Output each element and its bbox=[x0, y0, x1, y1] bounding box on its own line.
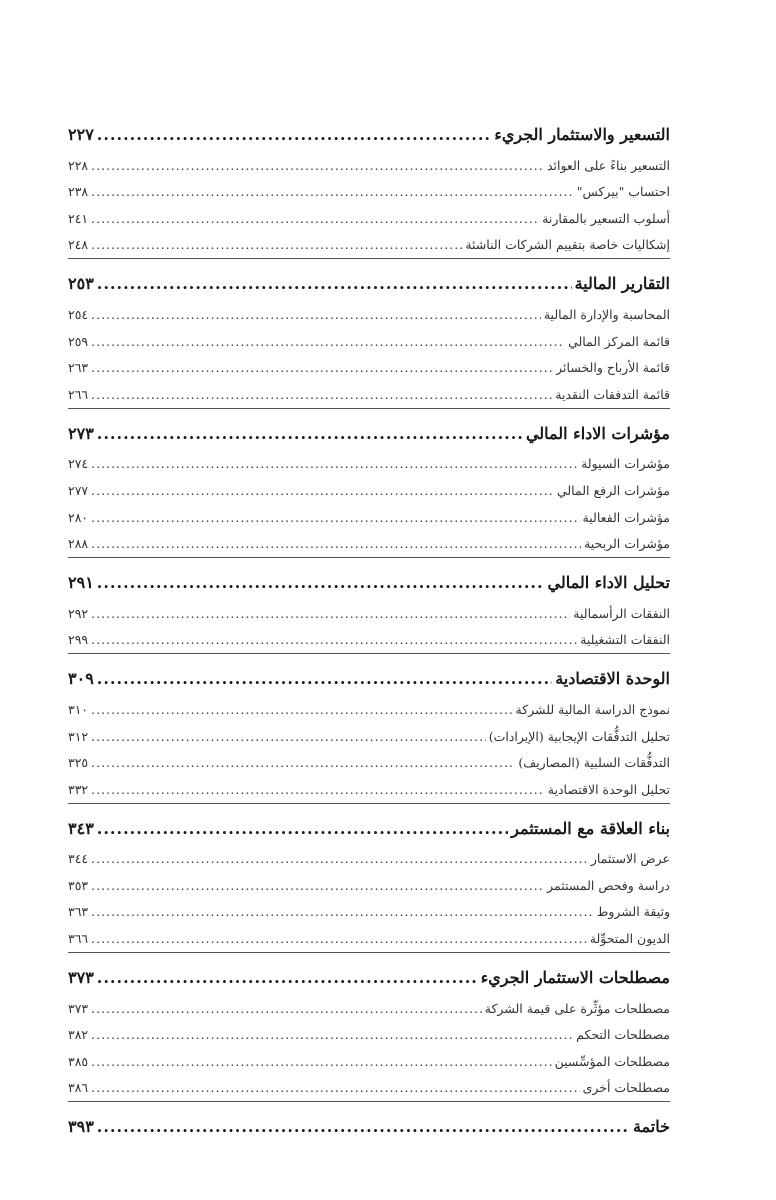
section-page-number: ٢٩١ bbox=[68, 573, 94, 593]
subsection-title: مصطلحات أخرى bbox=[582, 1080, 670, 1096]
subsection-entry[interactable] bbox=[68, 445, 670, 472]
dot-leader bbox=[91, 307, 541, 322]
section-title: التقارير المالية bbox=[574, 274, 670, 294]
dot-leader bbox=[91, 483, 554, 498]
subsection-title: قائمة الأرباح والخسائر bbox=[556, 360, 670, 376]
dot-leader bbox=[91, 729, 486, 744]
dot-leader bbox=[97, 968, 478, 987]
toc-section bbox=[68, 804, 670, 953]
subsection-page-number: ٣٦٣ bbox=[68, 904, 89, 920]
subsection-entry[interactable] bbox=[68, 989, 670, 1016]
dot-leader bbox=[97, 819, 508, 838]
section-title: التسعير والاستثمار الجريء bbox=[494, 125, 670, 144]
subsection-page-number: ٢٩٩ bbox=[68, 632, 89, 648]
subsection-title: مصطلحات التحكم bbox=[576, 1027, 670, 1043]
subsection-title: احتساب "بيركس" bbox=[576, 184, 670, 200]
subsection-title: مؤشرات الربحية bbox=[584, 536, 670, 552]
subsection-title: مصطلحات المؤسِّسين bbox=[554, 1053, 670, 1069]
section-heading[interactable] bbox=[68, 110, 670, 144]
subsection-title: التسعير بناءً على العوائد bbox=[546, 157, 670, 173]
subsection-title: المحاسبة والإدارة المالية bbox=[543, 306, 670, 322]
subsection-title: مؤشرات الفعالية bbox=[582, 509, 670, 525]
dot-leader bbox=[91, 387, 552, 402]
dot-leader bbox=[91, 931, 587, 946]
subsection-page-number: ٢٩٢ bbox=[68, 605, 89, 621]
subsection-list bbox=[68, 445, 670, 557]
subsection-title: أسلوب التسعير بالمقارنة bbox=[542, 210, 670, 226]
dot-leader bbox=[97, 669, 552, 688]
dot-leader bbox=[91, 755, 515, 770]
subsection-entry[interactable] bbox=[68, 919, 670, 946]
dot-leader bbox=[91, 237, 462, 252]
subsection-title: مؤشرات السيولة bbox=[581, 456, 670, 472]
subsection-title: التدفُّقات السلبية (المصاريف) bbox=[518, 755, 670, 771]
dot-leader bbox=[91, 1027, 573, 1042]
section-title: بناء العلاقة مع المستثمر bbox=[511, 818, 670, 838]
subsection-entry[interactable] bbox=[68, 770, 670, 797]
section-heading[interactable] bbox=[68, 409, 670, 443]
subsection-title: الديون المتحوِّلة bbox=[589, 931, 670, 947]
section-page-number: ٢٥٣ bbox=[68, 274, 94, 294]
section-heading[interactable] bbox=[68, 804, 670, 838]
dot-leader bbox=[91, 606, 570, 621]
toc-section bbox=[68, 654, 670, 803]
subsection-entry[interactable] bbox=[68, 525, 670, 552]
dot-leader bbox=[91, 334, 565, 349]
subsection-title: دراسة وفحص المستثمر bbox=[547, 877, 670, 893]
section-heading[interactable] bbox=[68, 1102, 670, 1136]
subsection-page-number: ٣١٠ bbox=[68, 701, 89, 717]
toc-section bbox=[68, 259, 670, 408]
subsection-entry[interactable] bbox=[68, 840, 670, 867]
subsection-entry[interactable] bbox=[68, 621, 670, 648]
subsection-entry[interactable] bbox=[68, 1069, 670, 1096]
subsection-page-number: ٢٥٩ bbox=[68, 333, 89, 349]
subsection-page-number: ٣١٢ bbox=[68, 728, 89, 744]
subsection-title: وثيقة الشروط bbox=[596, 904, 670, 920]
toc-section bbox=[68, 953, 670, 1102]
subsection-list bbox=[68, 295, 670, 407]
subsection-page-number: ٢٥٤ bbox=[68, 306, 89, 322]
dot-leader bbox=[91, 158, 544, 173]
subsection-page-number: ٣٤٤ bbox=[68, 851, 89, 867]
dot-leader bbox=[91, 782, 545, 797]
section-page-number: ٣٧٣ bbox=[68, 968, 94, 988]
subsection-entry[interactable] bbox=[68, 295, 670, 322]
section-title: تحليل الاداء المالي bbox=[547, 573, 670, 593]
subsection-entry[interactable] bbox=[68, 690, 670, 717]
subsection-entry[interactable] bbox=[68, 226, 670, 253]
subsection-page-number: ٢٧٤ bbox=[68, 456, 89, 472]
subsection-title: نموذج الدراسة المالية للشركة bbox=[515, 701, 670, 717]
table-of-contents bbox=[68, 110, 670, 1138]
subsection-title: تحليل الوحدة الاقتصادية bbox=[547, 781, 670, 797]
section-title: مصطلحات الاستثمار الجريء bbox=[480, 968, 670, 988]
subsection-title: عرض الاستثمار bbox=[590, 851, 670, 867]
subsection-page-number: ٣٨٦ bbox=[68, 1080, 89, 1096]
subsection-title: مؤشرات الرفع المالي bbox=[556, 482, 670, 498]
dot-leader bbox=[91, 211, 539, 226]
subsection-page-number: ٣٣٢ bbox=[68, 781, 89, 797]
section-heading[interactable] bbox=[68, 654, 670, 688]
subsection-page-number: ٢٨٨ bbox=[68, 536, 89, 552]
subsection-page-number: ٢٣٨ bbox=[68, 184, 89, 200]
section-heading[interactable] bbox=[68, 259, 670, 293]
subsection-entry[interactable] bbox=[68, 717, 670, 744]
subsection-title: قائمة المركز المالي bbox=[568, 333, 670, 349]
subsection-entry[interactable] bbox=[68, 322, 670, 349]
dot-leader bbox=[91, 878, 544, 893]
dot-leader bbox=[91, 904, 594, 919]
section-title: مؤشرات الاداء المالي bbox=[525, 423, 670, 443]
section-title: الوحدة الاقتصادية bbox=[555, 669, 670, 689]
dot-leader bbox=[91, 510, 579, 525]
subsection-title: مصطلحات مؤثِّرة على قيمة الشركة bbox=[484, 1000, 670, 1016]
subsection-title: النفقات التشغيلية bbox=[580, 632, 670, 648]
dot-leader bbox=[97, 424, 523, 443]
section-heading[interactable] bbox=[68, 558, 670, 592]
dot-leader bbox=[91, 360, 553, 375]
section-page-number: ٣٠٩ bbox=[68, 669, 94, 689]
subsection-page-number: ٢٤١ bbox=[68, 210, 89, 226]
subsection-page-number: ٢٨٠ bbox=[68, 509, 89, 525]
subsection-entry[interactable] bbox=[68, 146, 670, 173]
subsection-page-number: ٢٦٦ bbox=[68, 386, 89, 402]
dot-leader bbox=[91, 702, 512, 717]
dot-leader bbox=[97, 1117, 630, 1136]
subsection-entry[interactable] bbox=[68, 1016, 670, 1043]
subsection-entry[interactable] bbox=[68, 349, 670, 376]
subsection-entry[interactable] bbox=[68, 375, 670, 402]
subsection-page-number: ٣٥٣ bbox=[68, 877, 89, 893]
toc-section bbox=[68, 558, 670, 654]
section-page-number: ٣٩٣ bbox=[68, 1117, 94, 1137]
subsection-list bbox=[68, 594, 670, 653]
dot-leader bbox=[91, 456, 578, 471]
subsection-entry[interactable] bbox=[68, 199, 670, 226]
subsection-entry[interactable] bbox=[68, 866, 670, 893]
section-page-number: ٢٧٣ bbox=[68, 423, 94, 443]
subsection-list bbox=[68, 690, 670, 802]
subsection-entry[interactable] bbox=[68, 471, 670, 498]
subsection-page-number: ٢٧٧ bbox=[68, 482, 89, 498]
subsection-page-number: ٣٨٥ bbox=[68, 1053, 89, 1069]
dot-leader bbox=[91, 184, 574, 199]
dot-leader bbox=[91, 1080, 579, 1095]
subsection-entry[interactable] bbox=[68, 744, 670, 771]
subsection-list bbox=[68, 840, 670, 952]
subsection-page-number: ٢٤٨ bbox=[68, 237, 89, 253]
subsection-title: إشكاليات خاصة بتقييم الشركات الناشئة bbox=[465, 237, 670, 253]
toc-section bbox=[68, 110, 670, 259]
subsection-title: قائمة التدفقات النقدية bbox=[555, 386, 670, 402]
section-heading[interactable] bbox=[68, 953, 670, 987]
subsection-entry[interactable] bbox=[68, 1042, 670, 1069]
dot-leader bbox=[91, 1001, 482, 1016]
dot-leader bbox=[97, 274, 572, 293]
dot-leader bbox=[91, 851, 588, 866]
subsection-entry[interactable] bbox=[68, 893, 670, 920]
dot-leader bbox=[91, 1054, 551, 1069]
subsection-title: النفقات الرأسمالية bbox=[573, 605, 670, 621]
dot-leader bbox=[91, 536, 581, 551]
subsection-page-number: ٣٢٥ bbox=[68, 755, 89, 771]
subsection-entry[interactable] bbox=[68, 594, 670, 621]
subsection-entry[interactable] bbox=[68, 498, 670, 525]
subsection-entry[interactable] bbox=[68, 173, 670, 200]
subsection-page-number: ٣٦٦ bbox=[68, 931, 89, 947]
dot-leader bbox=[97, 573, 545, 592]
subsection-list bbox=[68, 989, 670, 1101]
section-page-number: ٢٢٧ bbox=[68, 125, 94, 144]
subsection-page-number: ٢٢٨ bbox=[68, 157, 89, 173]
subsection-title: تحليل التدفُّقات الإيجابية (الإيرادات) bbox=[488, 728, 670, 744]
toc-section bbox=[68, 1102, 670, 1136]
dot-leader bbox=[91, 632, 577, 647]
dot-leader bbox=[97, 125, 492, 144]
section-title: خاتمة bbox=[632, 1117, 670, 1137]
subsection-page-number: ٣٨٢ bbox=[68, 1027, 89, 1043]
subsection-page-number: ٢٦٣ bbox=[68, 360, 89, 376]
subsection-page-number: ٣٧٣ bbox=[68, 1000, 89, 1016]
toc-section bbox=[68, 409, 670, 558]
section-page-number: ٣٤٣ bbox=[68, 818, 94, 838]
subsection-list bbox=[68, 146, 670, 258]
